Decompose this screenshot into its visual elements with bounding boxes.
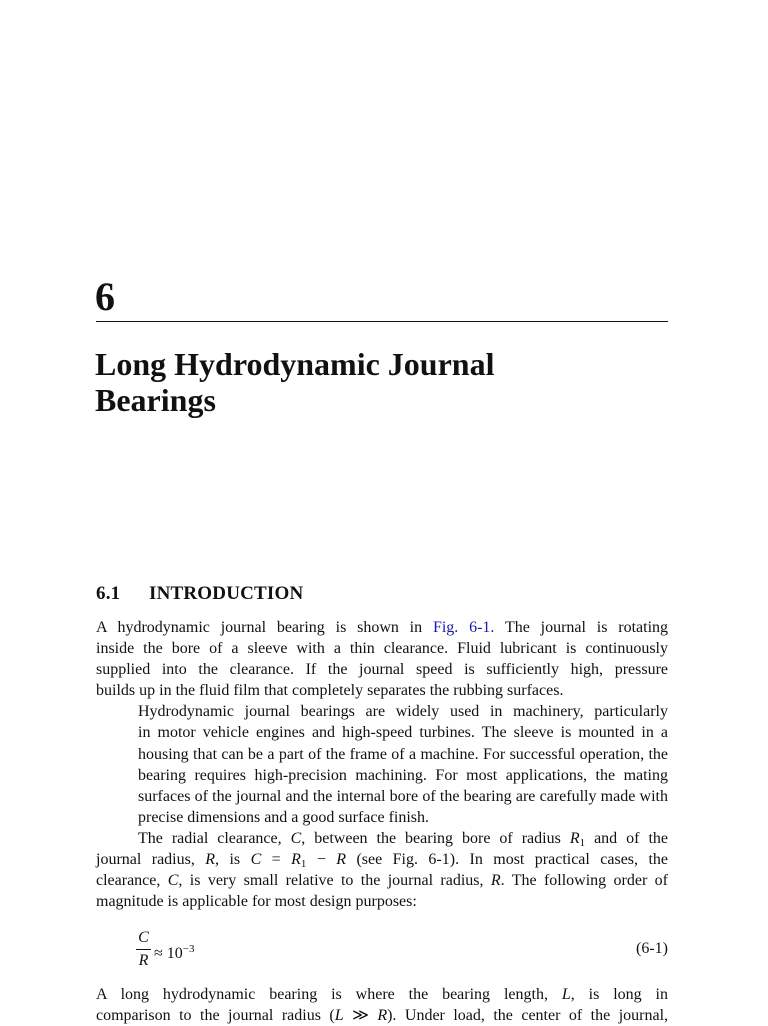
variable: R xyxy=(377,1007,388,1025)
paragraph xyxy=(96,617,668,701)
chapter-number: 6 xyxy=(95,274,115,319)
chapter-divider xyxy=(96,321,668,322)
text-line xyxy=(96,1005,668,1026)
text-segment: and of the xyxy=(585,829,668,847)
fraction-bar xyxy=(136,949,151,950)
section-heading xyxy=(96,582,303,606)
text-segment: journal radius, xyxy=(96,851,206,869)
text-segment: ). Under load, the center of the journal, xyxy=(387,1007,669,1025)
subscript: 1 xyxy=(300,858,307,871)
text-line: inside the bore of a sleeve with a thin clearance. Fluid lubricant is continuously xyxy=(96,640,668,658)
text-segment: ≫ xyxy=(343,1007,378,1025)
text-segment: , is very small relative to the journal radius, xyxy=(178,872,491,890)
continuation-body xyxy=(96,984,668,1026)
fraction xyxy=(136,928,151,971)
text-segment: , between the bearing bore of radius xyxy=(301,829,570,847)
text-segment: The radial clearance, xyxy=(138,829,291,847)
text-line xyxy=(96,870,668,891)
text-line: precise dimensions and a good surface finish. xyxy=(138,808,430,826)
text-line xyxy=(96,984,668,1005)
section-number: 6.1 xyxy=(96,583,121,604)
variable: R xyxy=(291,851,301,869)
text-segment: , is xyxy=(215,851,251,869)
relation-text: ≈ 10 xyxy=(154,945,183,962)
variable: L xyxy=(334,1007,344,1025)
variable: C xyxy=(167,872,179,890)
text-segment: A hydrodynamic journal bearing is shown in xyxy=(96,619,433,636)
text-segment: The journal is rotating xyxy=(494,619,669,636)
equation-number: (6-1) xyxy=(636,940,668,957)
variable: R xyxy=(490,872,501,890)
variable: R xyxy=(336,851,347,869)
text-line: housing that can be a part of the frame of a machine. For successful operation, the xyxy=(138,745,668,763)
paragraph xyxy=(96,828,668,912)
text-segment: (see Fig. 6-1). In most practical cases, the xyxy=(346,851,668,869)
text-line: bearing requires high-precision machining. For most applications, the mating xyxy=(138,766,668,784)
figure-link[interactable]: Fig. 6-1. xyxy=(432,619,495,636)
numerator: C xyxy=(138,929,149,946)
variable: R xyxy=(569,829,580,847)
variable: L xyxy=(561,986,571,1003)
text-line xyxy=(96,849,668,870)
text-line: in motor vehicle engines and high-speed turbines. The sleeve is mounted in a xyxy=(138,724,668,742)
text-segment: comparison to the journal radius ( xyxy=(96,1007,335,1025)
paragraph xyxy=(96,701,668,828)
text-line: builds up in the fluid film that completely separates the rubbing surfaces. xyxy=(96,682,564,700)
denominator: R xyxy=(138,952,149,969)
text-line: Hydrodynamic journal bearings are widely used in machinery, particularly xyxy=(138,703,668,721)
text-segment: . The following order of xyxy=(500,872,668,890)
variable: C xyxy=(250,851,262,869)
text-segment: A long hydrodynamic bearing is where the bearing length, xyxy=(96,986,562,1003)
introduction-body xyxy=(96,617,668,912)
text-line: magnitude is applicable for most design purposes: xyxy=(96,893,417,911)
equation-relation xyxy=(154,939,195,964)
variable: R xyxy=(205,851,216,869)
text-line xyxy=(96,617,668,638)
chapter-title-line-2: Bearings xyxy=(95,382,216,418)
chapter-title-line-1: Long Hydrodynamic Journal xyxy=(95,346,495,382)
subscript: 1 xyxy=(579,836,586,849)
text-line xyxy=(96,828,668,849)
section-title: INTRODUCTION xyxy=(149,583,304,604)
text-line: supplied into the clearance. If the journal speed is sufficiently high, pressure xyxy=(96,661,668,679)
variable: C xyxy=(290,829,302,847)
text-line: surfaces of the journal and the internal bore of the bearing are carefully made with xyxy=(138,787,668,805)
text-segment: = xyxy=(261,851,292,869)
equation-6-1 xyxy=(96,928,668,974)
chapter-title xyxy=(95,346,667,418)
text-segment: , is long in xyxy=(570,986,668,1003)
exponent: −3 xyxy=(182,943,195,955)
text-segment: clearance, xyxy=(96,872,168,890)
text-segment: − xyxy=(306,851,337,869)
